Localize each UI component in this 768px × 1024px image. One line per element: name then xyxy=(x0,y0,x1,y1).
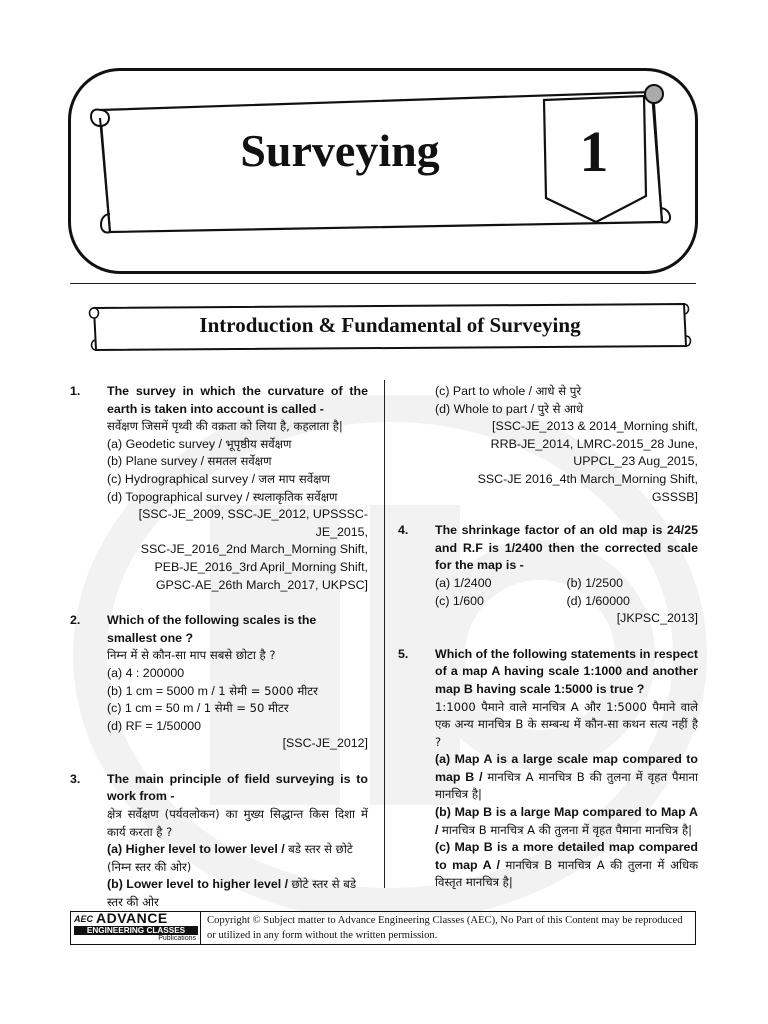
question-5 xyxy=(398,646,698,892)
question-3-continued xyxy=(398,383,698,506)
chapter-title: Surveying xyxy=(240,125,440,176)
logo-publications: Publications xyxy=(158,935,196,942)
question-1 xyxy=(70,383,368,594)
option-c: (c) Part to whole / आधे से पुरे xyxy=(435,384,582,398)
question-number: 1. xyxy=(70,384,81,398)
question-number: 4. xyxy=(398,523,409,538)
left-column xyxy=(70,383,368,930)
question-text-en: The main principle of field surveying is to work from - xyxy=(107,771,368,804)
question-text-en: The survey in which the curvature of the earth is taken into account is called - xyxy=(107,384,368,416)
exam-source: [SSC-JE_2013 & 2014_Morning shift, RRB-JE_2014, LMRC-2015_28 June, UPPCL_23 Aug_2015, SSC-JE 2016_4th March_Morning Shift, GSSSB] xyxy=(477,419,698,504)
options-grid xyxy=(435,575,698,610)
question-text-hi: सर्वेक्षण जिसमें पृथ्वी की वक्रता को लिया है, कहलाता है| xyxy=(107,419,343,434)
chapter-number: 1 xyxy=(579,119,609,184)
option-d: (d) Whole to part / पुरे से आधे xyxy=(435,401,584,416)
option-a: (a) Map A is a large scale map compared to map B / मानचित्र A मानचित्र B की तुलना में वृहत पैमाना मानचित्र है| xyxy=(435,752,698,802)
footer-divider xyxy=(200,911,201,945)
exam-source: [SSC-JE_2009, SSC-JE_2012, UPSSSC-JE_2015, SSC-JE_2016_2nd March_Morning Shift, PEB-JE_2016_3rd April_Morning Shift, GPSC-AE_26th March_2017, UKPSC] xyxy=(138,507,368,592)
column-divider xyxy=(384,380,385,888)
exam-source: [JKPSC_2013] xyxy=(616,611,698,626)
question-text-en: Which of the following scales is the smallest one ? xyxy=(107,613,317,645)
option-a: (a) Geodetic survey / भूपृष्ठीय सर्वेक्षण xyxy=(107,436,292,451)
option-d: (d) RF = 1/50000 xyxy=(107,718,202,733)
question-4 xyxy=(398,522,698,628)
logo-subtitle: ENGINEERING CLASSES xyxy=(74,926,198,935)
option-b: (b) Plane survey / समतल सर्वेक्षण xyxy=(107,454,272,469)
option-b: (b) 1 cm = 5000 m / 1 सेमी = 5000 मीटर xyxy=(107,683,318,698)
question-number: 3. xyxy=(70,771,81,786)
option-b: (b) Lower level to higher level / छोटे स्तर से बडे स्तर की ओर xyxy=(107,877,357,910)
logo-mark: AEC xyxy=(74,914,94,924)
question-text-hi: क्षेत्र सर्वेक्षण (पर्यवलोकन) का मुख्य सिद्धान्त किस दिशा में कार्य करता है ? xyxy=(107,807,368,839)
option-b: (b) 1/2500 xyxy=(566,575,623,590)
question-number: 5. xyxy=(398,646,409,661)
option-c: (c) Map B is a more detailed map compared to map A / मानचित्र B मानचित्र A की तुलना में अधिक विस्तृत मानचित्र है| xyxy=(435,840,699,890)
question-text-en: Which of the following statements in respect of a map A having scale 1:1000 and another map B having scale 1:5000 is true ? xyxy=(435,646,698,696)
question-3 xyxy=(70,771,368,912)
publisher-logo xyxy=(74,910,198,943)
option-c: (c) 1/600 xyxy=(435,593,484,608)
section-title: Introduction & Fundamental of Surveying xyxy=(199,313,581,337)
option-c: (c) 1 cm = 50 m / 1 सेमी = 50 मीटर xyxy=(107,701,289,716)
option-b: (b) Map B is a large Map compared to Map A / मानचित्र B मानचित्र A की तुलना में वृहत पैमाना मानचित्र है| xyxy=(435,805,698,837)
exam-source: [SSC-JE_2012] xyxy=(282,736,368,751)
logo-text: ADVANCE xyxy=(96,910,168,926)
option-a: (a) 4 : 200000 xyxy=(107,665,185,680)
question-text-en: The shrinkage factor of an old map is 24/25 and R.F is 1/2400 then the corrected scale for the map is - xyxy=(435,523,698,573)
question-text-hi: 1:1000 पैमाने वाले मानचित्र A और 1:5000 पैमाने वाले एक अन्य मानचित्र B के सम्बन्ध में कौन-सा कथन सत्य नहीं है ? xyxy=(435,699,698,749)
option-a: (a) Higher level to lower level / बडे स्तर से छोटे (निम्न स्तर की ओर) xyxy=(107,842,353,874)
question-2 xyxy=(70,612,368,753)
option-d: (d) Topographical survey / स्थलाकृतिक सर्वेक्षण xyxy=(107,489,338,504)
question-number: 2. xyxy=(70,613,81,628)
option-d: (d) 1/60000 xyxy=(566,593,630,608)
copyright-notice: Copyright © Subject matter to Advance Engineering Classes (AEC), No Part of this Content may be reproduced or utilized in any form without the written permission. xyxy=(207,915,683,941)
option-a: (a) 1/2400 xyxy=(435,575,492,590)
header-rule xyxy=(70,283,696,284)
question-text-hi: निम्न में से कौन-सा माप सबसे छोटा है ? xyxy=(107,648,276,663)
right-column xyxy=(398,383,698,910)
option-c: (c) Hydrographical survey / जल माप सर्वेक्षण xyxy=(107,471,330,486)
